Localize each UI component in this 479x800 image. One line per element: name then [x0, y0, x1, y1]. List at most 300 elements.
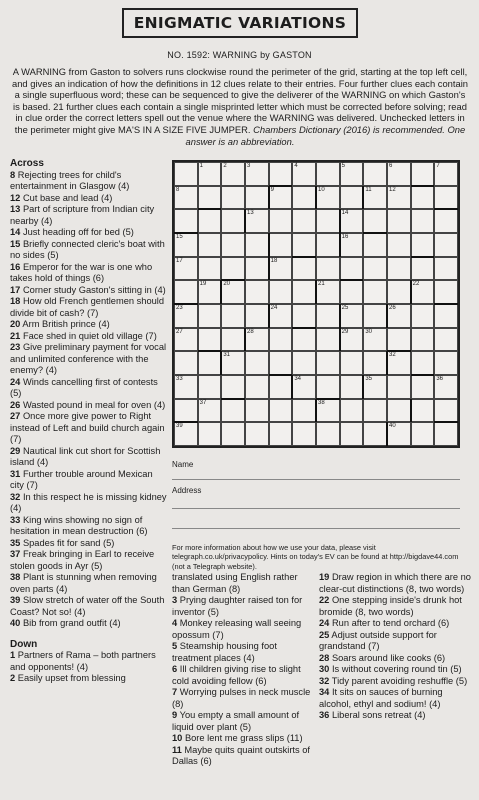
clue-text: One stepping inside's drunk hot bromide (8, two words): [319, 595, 462, 617]
clue-number: 18: [10, 296, 21, 306]
clue-number: 2: [10, 673, 16, 683]
clue-text: Winds cancelling first of contests (5): [10, 376, 158, 398]
clue-text: Monkey releasing wall seeing opossum (7): [172, 618, 302, 640]
grid-cell[interactable]: [340, 162, 364, 186]
grid-cell[interactable]: [174, 399, 198, 423]
grid-cell[interactable]: [387, 304, 411, 328]
clue-4: [172, 618, 312, 641]
entry-form: [172, 456, 460, 538]
privacy-note: For more information about how we use your data, please visit telegraph.co.uk/privacypolicy. Hints on today's EV can be found at http://bigdave44.com (not a Telegraph website).: [172, 543, 459, 571]
grid-cell[interactable]: [221, 375, 245, 399]
grid-cell[interactable]: [316, 375, 340, 399]
clue-number: 30: [319, 664, 330, 674]
title-box: [122, 8, 358, 38]
grid-cell[interactable]: [411, 304, 435, 328]
grid-cell[interactable]: [269, 328, 293, 352]
grid-cell[interactable]: [387, 186, 411, 210]
grid-bar: [269, 374, 293, 376]
grid-cell[interactable]: [340, 280, 364, 304]
clue-text: Wasted pound in meal for oven (4): [22, 399, 166, 410]
cell-number: 8: [176, 186, 180, 193]
clue-text: Maybe quits quaint outskirts of Dallas (6): [172, 744, 310, 766]
grid-cell[interactable]: [292, 351, 316, 375]
instructions-note: Chambers Dictionary (2016) is recommended. One answer is an abbreviation.: [185, 123, 466, 147]
grid-cell[interactable]: [174, 209, 198, 233]
grid-cell[interactable]: [221, 422, 245, 446]
grid-cell[interactable]: [363, 257, 387, 281]
grid-cell[interactable]: [411, 257, 435, 281]
grid-cell[interactable]: [245, 280, 269, 304]
grid-bar: [174, 303, 198, 305]
grid-bar: [315, 186, 317, 210]
clue-number: 27: [10, 411, 21, 421]
clue-text: Nautical link cut short for Scottish island (4): [10, 445, 161, 467]
grid-cell[interactable]: [316, 233, 340, 257]
grid-cell[interactable]: [174, 257, 198, 281]
address-line-2[interactable]: [172, 528, 460, 529]
grid-cell[interactable]: [269, 209, 293, 233]
grid-cell[interactable]: [340, 233, 364, 257]
clue-number: 5: [172, 641, 178, 651]
grid-cell[interactable]: [316, 280, 340, 304]
grid-cell[interactable]: [434, 422, 458, 446]
grid-cell[interactable]: [292, 375, 316, 399]
name-line[interactable]: [172, 479, 460, 480]
grid-cell[interactable]: [292, 186, 316, 210]
grid-cell[interactable]: [269, 422, 293, 446]
clue-32: [319, 676, 471, 688]
grid-bar: [268, 304, 270, 328]
grid-cell[interactable]: [340, 209, 364, 233]
grid-cell[interactable]: [292, 257, 316, 281]
clue-29: [10, 446, 168, 469]
grid-cell[interactable]: [292, 328, 316, 352]
clue-number: 4: [172, 618, 178, 628]
grid-bar: [411, 256, 435, 258]
grid-cell[interactable]: [411, 162, 435, 186]
grid-cell[interactable]: [292, 280, 316, 304]
grid-cell[interactable]: [269, 186, 293, 210]
grid-bar: [315, 399, 317, 423]
grid-cell[interactable]: [434, 280, 458, 304]
clue-number: 6: [172, 664, 178, 674]
grid-cell[interactable]: [221, 304, 245, 328]
clue-22: [319, 595, 471, 618]
grid-bar: [292, 327, 316, 329]
grid-cell[interactable]: [269, 304, 293, 328]
grid-cell[interactable]: [245, 186, 269, 210]
cell-number: 4: [294, 163, 298, 169]
grid-cell[interactable]: [434, 186, 458, 210]
clue-text: Bib from grand outfit (4): [22, 618, 121, 628]
grid-cell[interactable]: [340, 328, 364, 352]
cell-number: 3: [247, 163, 251, 169]
grid-cell[interactable]: [269, 233, 293, 257]
grid-cell[interactable]: [174, 328, 198, 352]
grid-cell[interactable]: [292, 233, 316, 257]
grid-cell[interactable]: [411, 328, 435, 352]
grid-bar: [434, 208, 458, 210]
clue-text: Worrying pulses in neck muscle (8): [172, 687, 311, 709]
grid-cell[interactable]: [221, 162, 245, 186]
grid-bar: [292, 256, 316, 258]
clue-number: 34: [319, 687, 330, 697]
clue-text: translated using English rather than German (8): [172, 572, 298, 594]
clue-23: [10, 342, 168, 377]
cell-number: 28: [247, 328, 254, 335]
clue-number: 13: [10, 204, 21, 214]
grid-cell[interactable]: [269, 399, 293, 423]
grid-bar: [268, 186, 270, 210]
grid-cell[interactable]: [174, 233, 198, 257]
clue-number: 38: [10, 572, 21, 582]
grid-cell[interactable]: [387, 162, 411, 186]
grid-cell[interactable]: [387, 209, 411, 233]
grid-cell[interactable]: [245, 162, 269, 186]
grid-cell[interactable]: [363, 422, 387, 446]
crossword-grid[interactable]: [172, 160, 460, 448]
grid-cell[interactable]: [292, 304, 316, 328]
cell-number: 32: [389, 352, 396, 359]
cell-number: 33: [176, 376, 183, 382]
clue-6: [172, 664, 312, 687]
clue-31: [10, 469, 168, 492]
grid-cell[interactable]: [174, 375, 198, 399]
grid-cell[interactable]: [174, 280, 198, 304]
clue-10: [172, 733, 312, 745]
grid-cell[interactable]: [221, 186, 245, 210]
grid-cell[interactable]: [269, 280, 293, 304]
clue-text: Run after to tend orchard (6): [331, 618, 450, 628]
grid-cell[interactable]: [221, 399, 245, 423]
clue-38: [10, 572, 168, 595]
grid-cell[interactable]: [363, 233, 387, 257]
clue-25: [319, 630, 471, 653]
clue-5: [172, 641, 312, 664]
instructions-text: A WARNING from Gaston to solvers runs clockwise round the perimeter of the grid, starting at the top left cell, and gives an indication of how the definitions in 12 clues relate to their entries. Four further clues each contain a single superfluous word; these can be sequenced to give the deliverer of the WARNING on which Gaston's is based. 21 further clues each contain a single misprinted letter which must be corrected before solving; read in clue order the correct letters spell out the venue where the WARNING was delivered. Unchecked letters in the perimeter might give MA'S IN A SIZE FIVE JUMPER.: [12, 66, 468, 135]
cell-number: 31: [223, 352, 231, 359]
cell-number: 9: [270, 186, 274, 193]
clue-text: Ill children giving rise to slight cold avoiding fellow (6): [172, 664, 301, 686]
clues-left-column: [10, 158, 168, 685]
cell-number: 14: [341, 210, 349, 217]
cell-number: 2: [223, 163, 227, 169]
grid-cell[interactable]: [387, 399, 411, 423]
grid-cell[interactable]: [434, 209, 458, 233]
clue-text: Liberal sons retreat (4): [331, 710, 426, 720]
grid-cell[interactable]: [174, 304, 198, 328]
grid-cell[interactable]: [269, 351, 293, 375]
grid-cell[interactable]: [221, 280, 245, 304]
puzzle-subtitle: NO. 1592: WARNING by GASTON: [167, 50, 312, 60]
grid-cell[interactable]: [292, 422, 316, 446]
grid-cell[interactable]: [316, 328, 340, 352]
grid-cell[interactable]: [434, 351, 458, 375]
clue-24: [319, 618, 471, 630]
cell-number: 35: [365, 376, 373, 382]
grid-bar: [198, 208, 222, 210]
grid-cell[interactable]: [387, 280, 411, 304]
grid-cell[interactable]: [363, 399, 387, 423]
grid-cell[interactable]: [363, 304, 387, 328]
grid-cell[interactable]: [198, 186, 222, 210]
grid-cell[interactable]: [245, 209, 269, 233]
clue-text: Once more give power to Right instead of Left and build church again (7): [10, 411, 165, 444]
grid-cell[interactable]: [245, 233, 269, 257]
clue-text: It sits on sauces of burning alcohol, ethyl and sodium! (4): [319, 687, 443, 709]
grid-cell[interactable]: [411, 422, 435, 446]
grid-cell[interactable]: [174, 186, 198, 210]
grid-cell[interactable]: [292, 399, 316, 423]
grid-cell[interactable]: [387, 351, 411, 375]
grid-cell[interactable]: [316, 186, 340, 210]
clue-number: 32: [319, 675, 330, 686]
clue-number: 20: [10, 319, 21, 329]
grid-cell[interactable]: [316, 162, 340, 186]
clue-text: Steamship housing foot treatment places (4): [172, 641, 277, 663]
grid-bar: [174, 421, 198, 423]
clue-16: [10, 262, 168, 285]
clue-1: [10, 650, 168, 673]
grid-cell[interactable]: [434, 257, 458, 281]
grid-cell[interactable]: [411, 351, 435, 375]
cell-number: 11: [365, 186, 372, 193]
grid-cell[interactable]: [245, 257, 269, 281]
grid-cell[interactable]: [434, 328, 458, 352]
grid-cell[interactable]: [198, 162, 222, 186]
clue-2: [10, 673, 168, 685]
clue-number: 7: [172, 687, 178, 697]
grid-cell[interactable]: [221, 351, 245, 375]
grid-cell[interactable]: [269, 375, 293, 399]
clue-number: 10: [172, 733, 183, 743]
clue-number: 36: [319, 710, 330, 720]
grid-cell[interactable]: [411, 186, 435, 210]
grid-cell[interactable]: [316, 209, 340, 233]
grid-bar: [339, 304, 341, 328]
grid-cell[interactable]: [198, 351, 222, 375]
cell-number: 12: [389, 186, 396, 193]
grid-cell[interactable]: [434, 375, 458, 399]
clue-text: Plant is stunning when removing oven parts (4): [10, 572, 157, 594]
clue-text: Partners of Rama – both partners and opponents! (4): [10, 650, 156, 672]
grid-cell[interactable]: [174, 351, 198, 375]
clue-number: 33: [10, 514, 21, 525]
grid-cell[interactable]: [411, 233, 435, 257]
grid-cell[interactable]: [363, 328, 387, 352]
grid-cell[interactable]: [245, 375, 269, 399]
clue-number: 8: [10, 169, 16, 180]
grid-cell[interactable]: [198, 233, 222, 257]
clue-text: Face shed in quiet old village (7): [22, 330, 157, 341]
grid-cell[interactable]: [411, 280, 435, 304]
clue-number: 14: [10, 227, 21, 237]
clue-21: [10, 331, 168, 343]
cell-number: 34: [294, 376, 302, 382]
grid-bar: [221, 279, 245, 281]
clue-text: Briefly connected cleric's boat with no sides (5): [10, 238, 165, 260]
clue-text: Easily upset from blessing: [17, 673, 126, 683]
clue-number: 11: [172, 744, 182, 755]
cell-number: 26: [389, 305, 396, 311]
grid-cell[interactable]: [411, 209, 435, 233]
clue-number: 19: [319, 572, 330, 582]
cell-number: 7: [436, 163, 440, 169]
grid-cell[interactable]: [411, 399, 435, 423]
grid-cell[interactable]: [198, 209, 222, 233]
grid-cell[interactable]: [198, 375, 222, 399]
clue-27: [10, 411, 168, 446]
grid-cell[interactable]: [363, 280, 387, 304]
clue-number: 24: [10, 376, 21, 387]
grid-cell[interactable]: [198, 257, 222, 281]
grid-cell[interactable]: [292, 162, 316, 186]
grid-cell[interactable]: [316, 399, 340, 423]
grid-cell[interactable]: [340, 304, 364, 328]
grid-cell[interactable]: [387, 422, 411, 446]
grid-cell[interactable]: [316, 351, 340, 375]
grid-cell[interactable]: [434, 233, 458, 257]
cell-number: 30: [365, 328, 373, 335]
grid-cell[interactable]: [245, 422, 269, 446]
grid-cell[interactable]: [316, 257, 340, 281]
clue-number: 17: [10, 284, 21, 295]
grid-cell[interactable]: [434, 162, 458, 186]
grid-cell[interactable]: [411, 375, 435, 399]
grid-cell[interactable]: [221, 328, 245, 352]
clue-number: 16: [10, 261, 21, 272]
cell-number: 40: [389, 423, 396, 430]
grid-cell[interactable]: [340, 422, 364, 446]
grid-cell[interactable]: [434, 399, 458, 423]
clue-32: [10, 492, 168, 515]
grid-cell[interactable]: [269, 257, 293, 281]
grid-bar: [411, 185, 435, 187]
grid-bar: [434, 421, 458, 423]
grid-cell[interactable]: [387, 233, 411, 257]
clue-text: Prying daughter raised ton for inventor (5): [172, 595, 303, 617]
grid-cell[interactable]: [198, 280, 222, 304]
grid-cell[interactable]: [340, 257, 364, 281]
clue-number: 28: [319, 652, 330, 663]
grid-cell[interactable]: [316, 304, 340, 328]
clue-text: Further trouble around Mexican city (7): [10, 468, 153, 490]
grid-bar: [269, 185, 293, 187]
clue-9: [172, 710, 312, 733]
clue-12: [10, 193, 168, 205]
clue-17: [10, 285, 168, 297]
grid-cell[interactable]: [245, 304, 269, 328]
clue-number: 22: [319, 595, 330, 605]
grid-bar: [410, 280, 412, 304]
grid-bar: [410, 399, 412, 423]
clue-text: King wins showing no sign of hesitation in mean destruction (6): [10, 514, 148, 536]
clue-number: 3: [172, 595, 178, 605]
grid-cell[interactable]: [245, 399, 269, 423]
cell-number: 21: [318, 281, 325, 288]
grid-bar: [362, 375, 364, 399]
grid-bar: [434, 303, 458, 305]
cell-number: 16: [341, 234, 349, 240]
grid-cell[interactable]: [174, 162, 198, 186]
grid-bar: [339, 209, 341, 233]
clue-18: [10, 296, 168, 319]
grid-cell[interactable]: [363, 186, 387, 210]
clue-number: 23: [10, 342, 21, 352]
grid-cell[interactable]: [316, 422, 340, 446]
grid-cell[interactable]: [363, 351, 387, 375]
clue-text: Part of scripture from Indian city nearby (4): [10, 204, 155, 226]
grid-cell[interactable]: [387, 328, 411, 352]
grid-cell[interactable]: [340, 399, 364, 423]
grid-cell[interactable]: [198, 399, 222, 423]
address-line-1[interactable]: [172, 508, 460, 509]
grid-bar: [387, 350, 411, 352]
grid-bar: [340, 279, 364, 281]
clue-33: [10, 515, 168, 538]
grid-bar: [174, 232, 198, 234]
grid-cell[interactable]: [292, 209, 316, 233]
grid-bar: [386, 304, 388, 328]
clue-number: 26: [10, 399, 21, 410]
grid-cell[interactable]: [340, 186, 364, 210]
clue-3: [172, 595, 312, 618]
clue-number: 37: [10, 549, 21, 559]
grid-bar: [315, 280, 317, 304]
clue-text: Arm British prince (4): [22, 319, 110, 329]
grid-cell[interactable]: [269, 162, 293, 186]
clue-35: [10, 538, 168, 550]
clue-14: [10, 227, 168, 239]
cell-number: 22: [412, 281, 420, 288]
grid-bar: [316, 398, 340, 400]
clue-11: [172, 745, 312, 768]
cell-number: 10: [318, 186, 325, 193]
grid-cell[interactable]: [363, 375, 387, 399]
grid-cell[interactable]: [221, 209, 245, 233]
grid-cell[interactable]: [174, 422, 198, 446]
clue-number: 15: [10, 238, 21, 249]
grid-cell[interactable]: [198, 328, 222, 352]
grid-bar: [363, 232, 387, 234]
grid-cell[interactable]: [434, 304, 458, 328]
grid-cell[interactable]: [340, 351, 364, 375]
grid-cell[interactable]: [387, 257, 411, 281]
down-clue-list-part2: [172, 572, 312, 768]
grid-cell[interactable]: [363, 209, 387, 233]
grid-cell[interactable]: [363, 162, 387, 186]
clue-text: Is without covering round tin (5): [331, 664, 462, 674]
clue-text: Spades fit for sand (5): [22, 537, 115, 548]
grid-cell[interactable]: [198, 422, 222, 446]
grid-cell[interactable]: [245, 328, 269, 352]
clue-number: 32: [10, 491, 21, 502]
grid-bar: [198, 350, 222, 352]
grid-cell[interactable]: [198, 304, 222, 328]
clue-text: How old French gentlemen should divide bit of cash? (7): [10, 296, 165, 318]
grid-cell[interactable]: [245, 351, 269, 375]
cell-number: 17: [176, 257, 183, 264]
grid-bar: [220, 351, 222, 375]
clue-19: [319, 572, 471, 595]
clue-number: 40: [10, 618, 21, 628]
grid-cell[interactable]: [387, 375, 411, 399]
cell-number: 24: [270, 305, 278, 311]
grid-cell[interactable]: [221, 233, 245, 257]
grid-cell[interactable]: [340, 375, 364, 399]
grid-cell[interactable]: [221, 257, 245, 281]
clue-text: Adjust outside support for grandstand (7): [319, 629, 437, 651]
